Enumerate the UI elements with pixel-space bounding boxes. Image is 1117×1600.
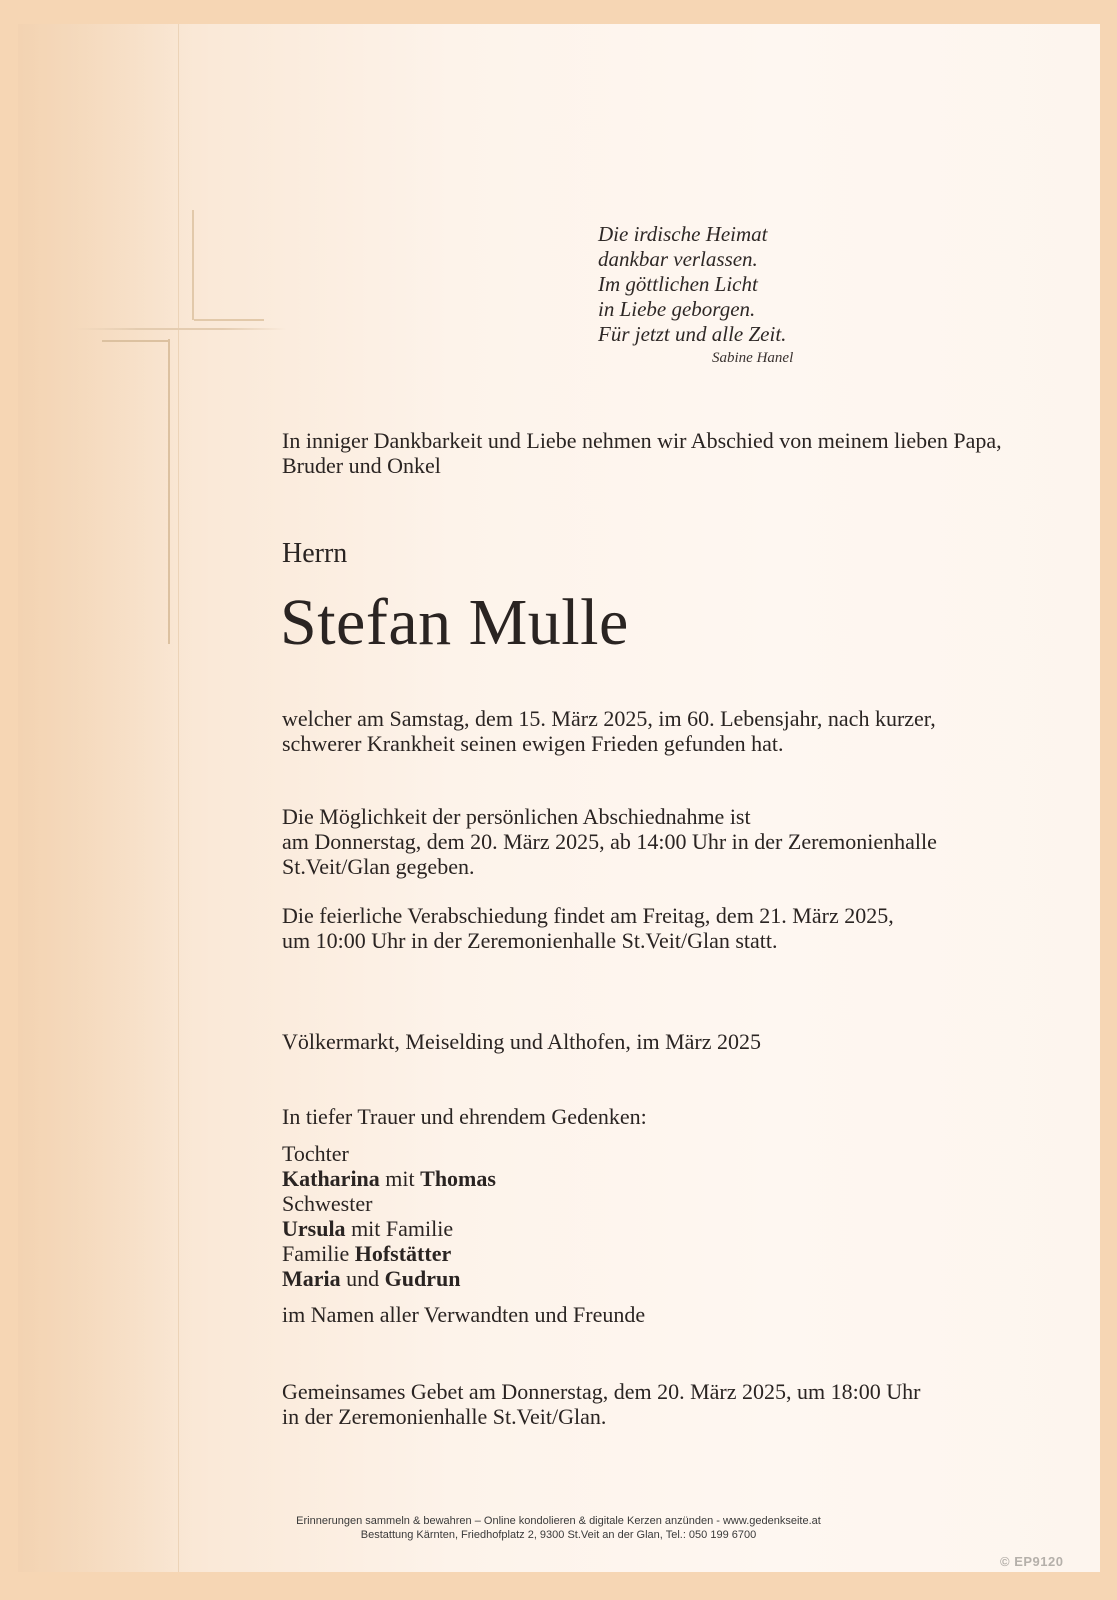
farewell-info: [282, 903, 894, 953]
mourner-connector: und: [346, 1266, 380, 1291]
mourner-connector: mit: [385, 1166, 415, 1191]
viewing-info: [282, 804, 937, 879]
footer-line-2: Bestattung Kärnten, Friedhofplatz 2, 9300 St.Veit an der Glan, Tel.: 050 199 6700: [360, 1529, 757, 1541]
death-notice-line: welcher am Samstag, dem 15. März 2025, im 60. Lebensjahr, nach kurzer,: [282, 706, 936, 731]
cross-icon-horizontal: [102, 340, 170, 342]
relatives-text: im Namen aller Verwandten und Freunde: [282, 1302, 646, 1327]
poem-line: dankbar verlassen.: [598, 247, 758, 271]
prayer-line: Gemeinsames Gebet am Donnerstag, dem 20. März 2025, um 18:00 Uhr: [282, 1379, 921, 1404]
decorative-band: [18, 24, 183, 1572]
poem-line: Für jetzt und alle Zeit.: [598, 322, 787, 346]
poem: [598, 222, 786, 347]
salutation: Herrn: [282, 538, 348, 569]
death-notice-line: schwerer Krankheit seinen ewigen Frieden gefunden hat.: [282, 731, 784, 756]
poem-line: in Liebe geborgen.: [598, 297, 756, 321]
death-notice: [282, 706, 936, 756]
viewing-line: Die Möglichkeit der persönlichen Abschiednahme ist: [282, 804, 751, 829]
mourner-line: [282, 1241, 496, 1266]
mourner-relation: Schwester: [282, 1191, 373, 1216]
mourner-name: Ursula: [282, 1216, 346, 1241]
viewing-line: St.Veit/Glan gegeben.: [282, 854, 475, 879]
document-code: © EP9120: [1000, 1554, 1064, 1569]
poem-line: Die irdische Heimat: [598, 222, 768, 246]
cross-icon-horizontal-right: [194, 319, 264, 321]
obituary-card: [18, 24, 1100, 1572]
mourner-name: Hofstätter: [354, 1241, 452, 1266]
place-date: [282, 1029, 761, 1054]
poem-author: Sabine Hanel: [712, 350, 794, 366]
mourner-name: Thomas: [420, 1166, 496, 1191]
farewell-line: Die feierliche Verabschiedung findet am Freitag, dem 21. März 2025,: [282, 903, 894, 928]
mourners-intro-text: In tiefer Trauer und ehrendem Gedenken:: [282, 1104, 647, 1129]
mourner-relation: Familie: [282, 1241, 350, 1266]
deceased-name: Stefan Mulle: [280, 586, 629, 659]
mourner-connector: mit Familie: [351, 1216, 454, 1241]
cross-icon-vertical: [168, 339, 170, 644]
mourner-line: [282, 1216, 496, 1241]
intro-line: Bruder und Onkel: [282, 453, 441, 478]
relatives: [282, 1302, 645, 1327]
mourner-line: [282, 1266, 496, 1291]
footer-line-1: Erinnerungen sammeln & bewahren – Online kondolieren & digitale Kerzen anzünden - www.gedenkseite.at: [296, 1515, 821, 1527]
mourner-line: [282, 1191, 496, 1216]
mourners-intro: [282, 1104, 647, 1129]
mourner-name: Maria: [282, 1266, 341, 1291]
cross-icon-horizontal-wide: [74, 328, 286, 330]
intro-line: In inniger Dankbarkeit und Liebe nehmen wir Abschied von meinem lieben Papa,: [282, 428, 1002, 453]
intro-text: [282, 428, 1002, 478]
decorative-line: [178, 24, 179, 1572]
mourner-line: [282, 1166, 496, 1191]
mourner-relation: Tochter: [282, 1141, 349, 1166]
prayer-line: in der Zeremonienhalle St.Veit/Glan.: [282, 1404, 607, 1429]
place-date-text: Völkermarkt, Meiselding und Althofen, im März 2025: [282, 1029, 762, 1054]
poem-line: Im göttlichen Licht: [598, 272, 758, 296]
mourner-line: [282, 1141, 496, 1166]
footer: [0, 1514, 1117, 1542]
prayer-info: [282, 1379, 920, 1429]
viewing-line: am Donnerstag, dem 20. März 2025, ab 14:00 Uhr in der Zeremonienhalle: [282, 829, 937, 854]
farewell-line: um 10:00 Uhr in der Zeremonienhalle St.Veit/Glan statt.: [282, 928, 778, 953]
cross-icon-vertical-upper: [192, 210, 194, 320]
mourner-name: Katharina: [282, 1166, 380, 1191]
mourners-list: [282, 1141, 496, 1291]
mourner-name: Gudrun: [384, 1266, 461, 1291]
